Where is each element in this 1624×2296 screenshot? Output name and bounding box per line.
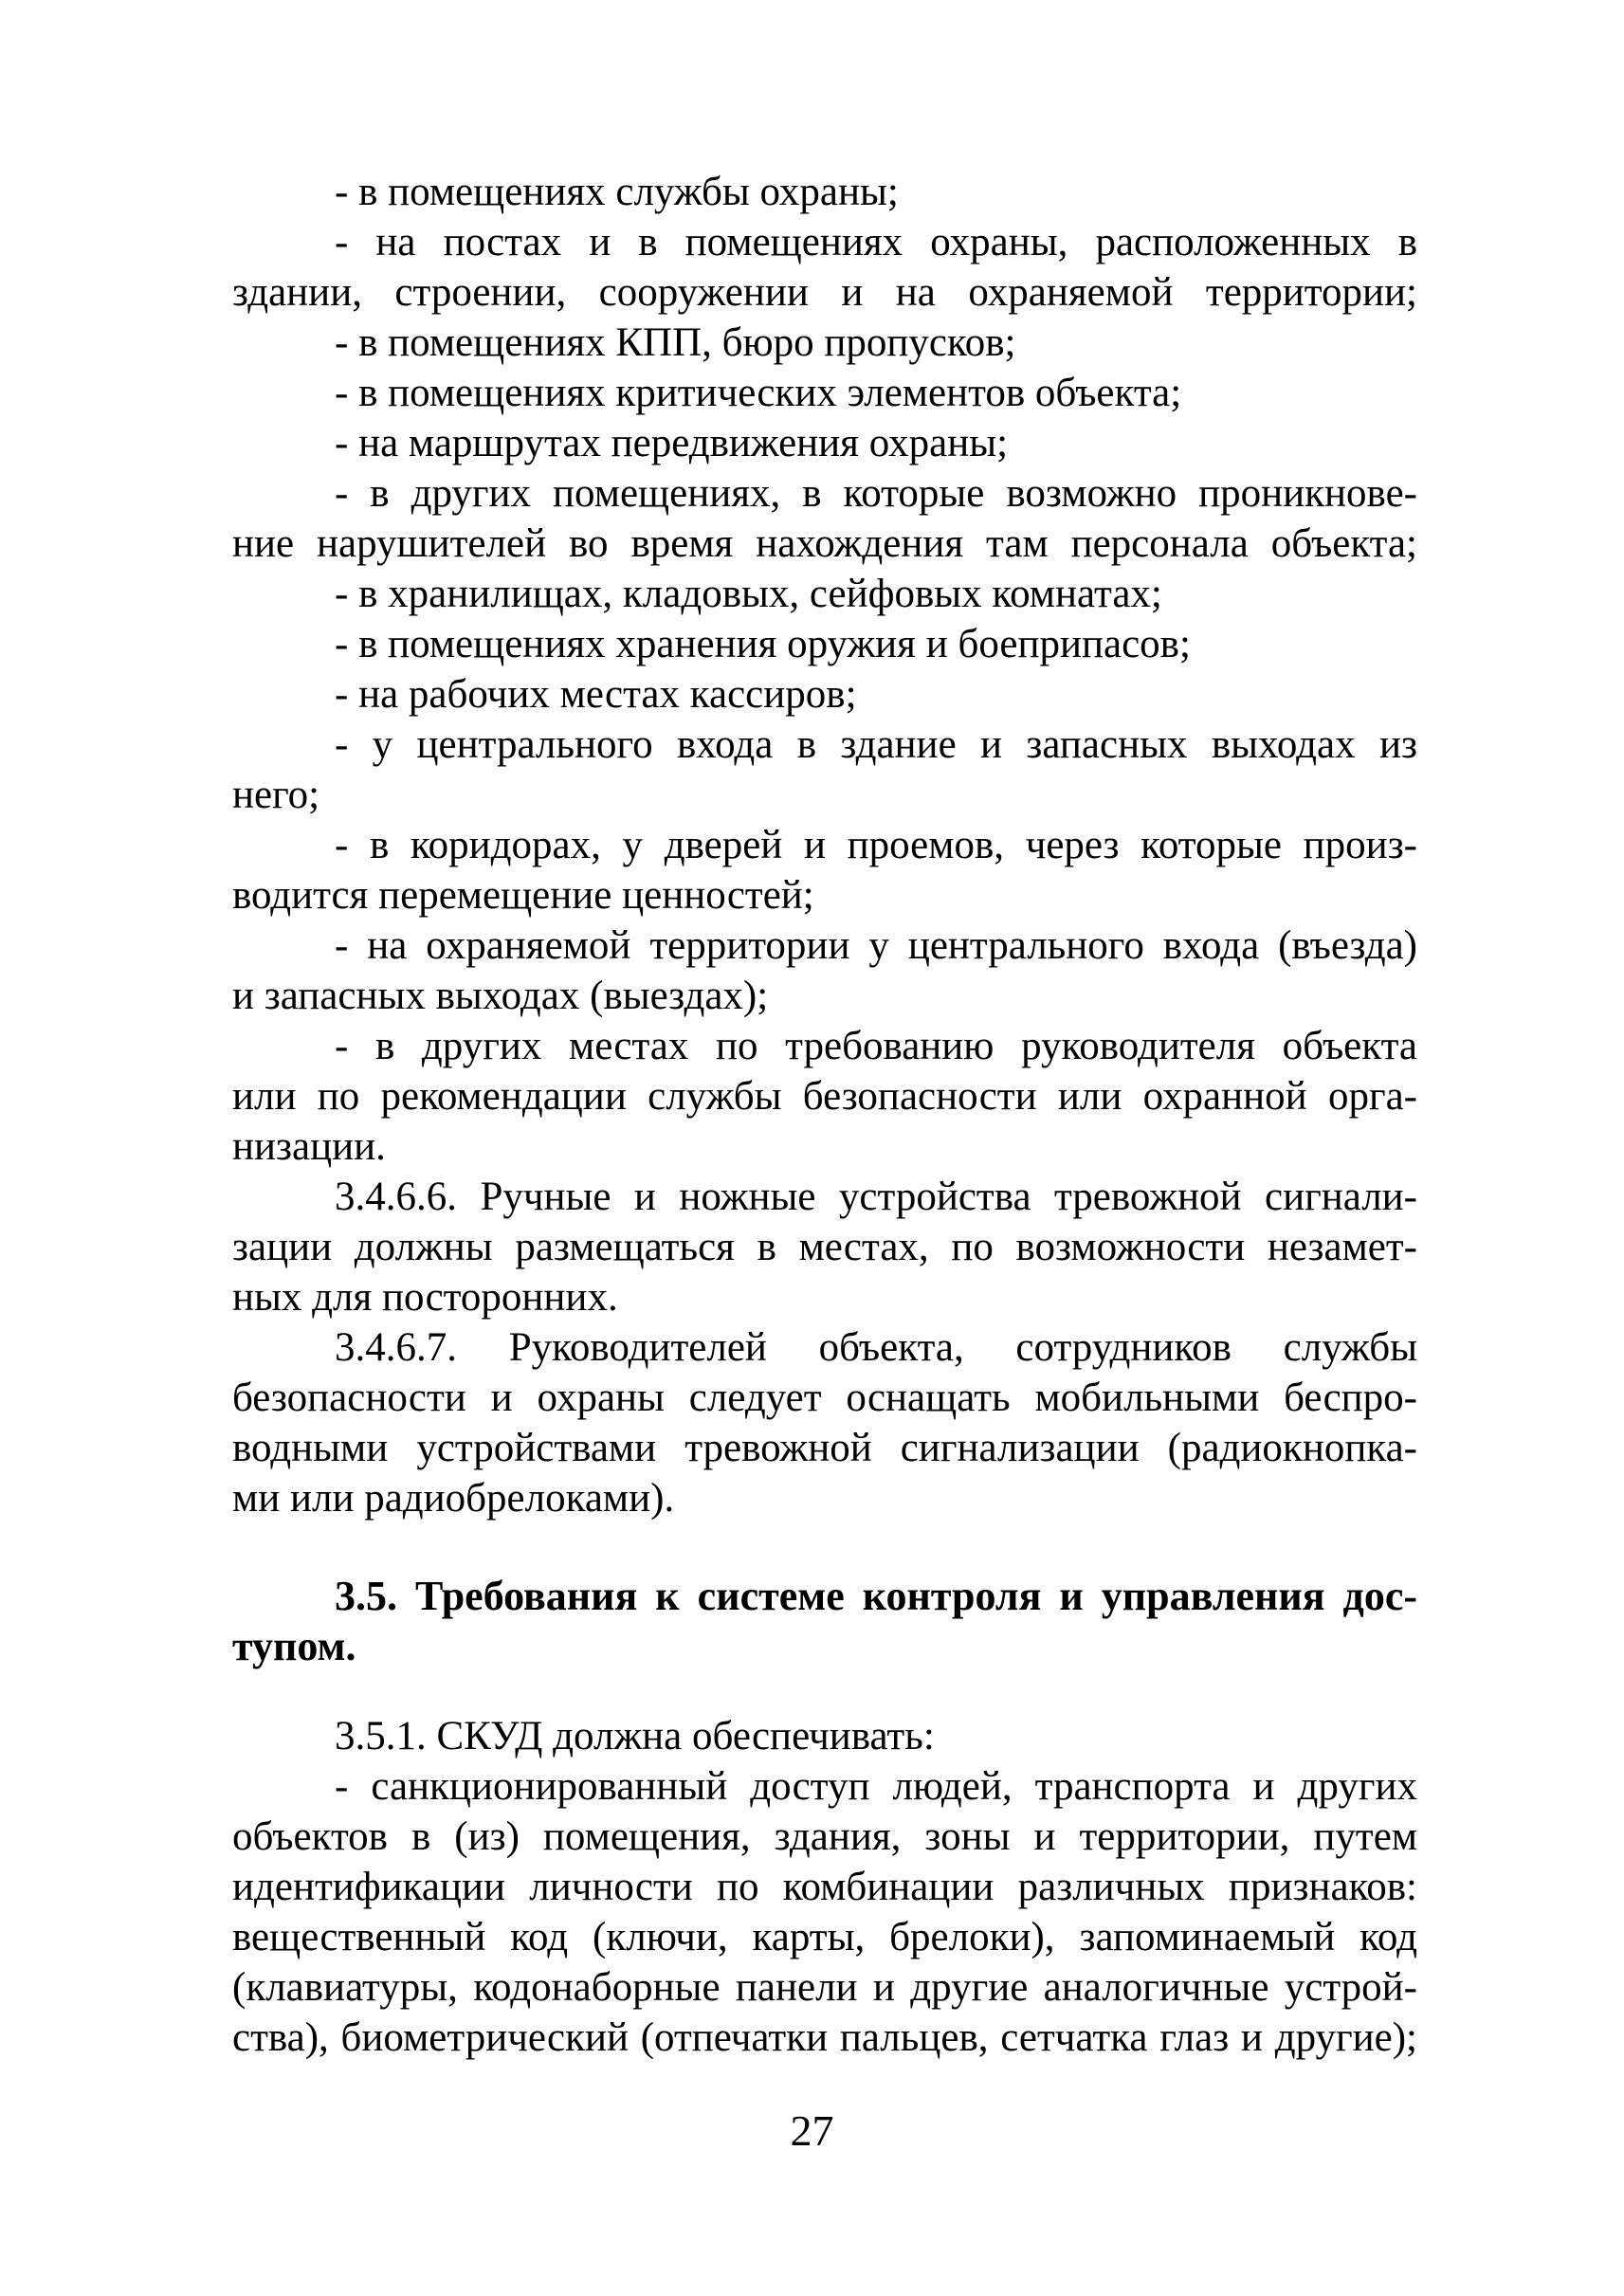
section-heading: 3.5. Требования к системе контроля и управления дос- [335,1573,1417,1619]
page-number: 27 [790,2106,834,2155]
list-item: - в хранилищах, кладовых, сейфовых комнатах; [335,572,1162,616]
list-item-continuation: объектов в (из) помещения, здания, зоны и территории, путем [232,1814,1417,1859]
list-item-continuation: вещественный код (ключи, карты, брелоки), запоминаемый код [232,1915,1417,1959]
section-heading-continuation: тупом. [232,1623,356,1669]
list-item-continuation: здании, строении, сооружении и на охраняемой территории; [232,270,1417,315]
paragraph-line: безопасности и охраны следует оснащать мобильными беспро- [232,1376,1417,1420]
list-item: - в других помещениях, в которые возможно проникнове- [335,471,1417,516]
paragraph-line: 3.5.1. СКУД должна обеспечивать: [335,1714,935,1758]
list-item: - на рабочих местах кассиров; [335,672,857,717]
list-item-continuation: (клавиатуры, кодонаборные панели и другие аналогичные устрой- [232,1965,1417,2010]
list-item: - в других местах по требованию руководителя объекта [335,1024,1417,1068]
paragraph-line: 3.4.6.6. Ручные и ножные устройства тревожной сигнали- [335,1175,1417,1219]
paragraph-line: водными устройствами тревожной сигнализации (радиокнопка- [232,1426,1417,1470]
list-item: - у центрального входа в здание и запасных выходах из [335,722,1417,767]
list-item-continuation: идентификации личности по комбинации различных признаков: [232,1865,1417,1909]
list-item: - на охраняемой территории у центрального входа (въезда) [335,923,1417,968]
paragraph-line: ми или радиобрелоками). [232,1476,675,1521]
list-item-continuation: или по рекомендации службы безопасности или охранной орга- [232,1074,1417,1119]
list-item: - в помещениях КПП, бюро пропусков; [335,320,1016,365]
paragraph-line: 3.4.6.7. Руководителей объекта, сотрудников службы [335,1325,1417,1370]
list-item: - на постах и в помещениях охраны, расположенных в [335,220,1417,264]
list-item-continuation: него; [232,773,320,817]
list-item: - на маршрутах передвижения охраны; [335,421,1009,465]
list-item-continuation: и запасных выходах (выездах); [232,974,769,1018]
list-item-continuation: водится перемещение ценностей; [232,873,814,918]
list-item-continuation: ства), биометрический (отпечатки пальцев, сетчатка глаз и другие); [232,2015,1417,2060]
paragraph-line: ных для посторонних. [232,1275,618,1320]
list-item: - в коридорах, у дверей и проемов, через которые произ- [335,823,1417,867]
list-item: - санкционированный доступ людей, транспорта и других [335,1764,1417,1809]
list-item-continuation: низации. [232,1124,386,1169]
list-item: - в помещениях хранения оружия и боеприпасов; [335,622,1191,666]
document-page [232,167,1417,2063]
list-item: - в помещениях критических элементов объекта; [335,371,1182,415]
list-item-continuation: ние нарушителей во время нахождения там персонала объекта; [232,521,1417,566]
paragraph-line: зации должны размещаться в местах, по возможности незамет- [232,1225,1417,1269]
list-item: - в помещениях службы охраны; [335,170,899,214]
